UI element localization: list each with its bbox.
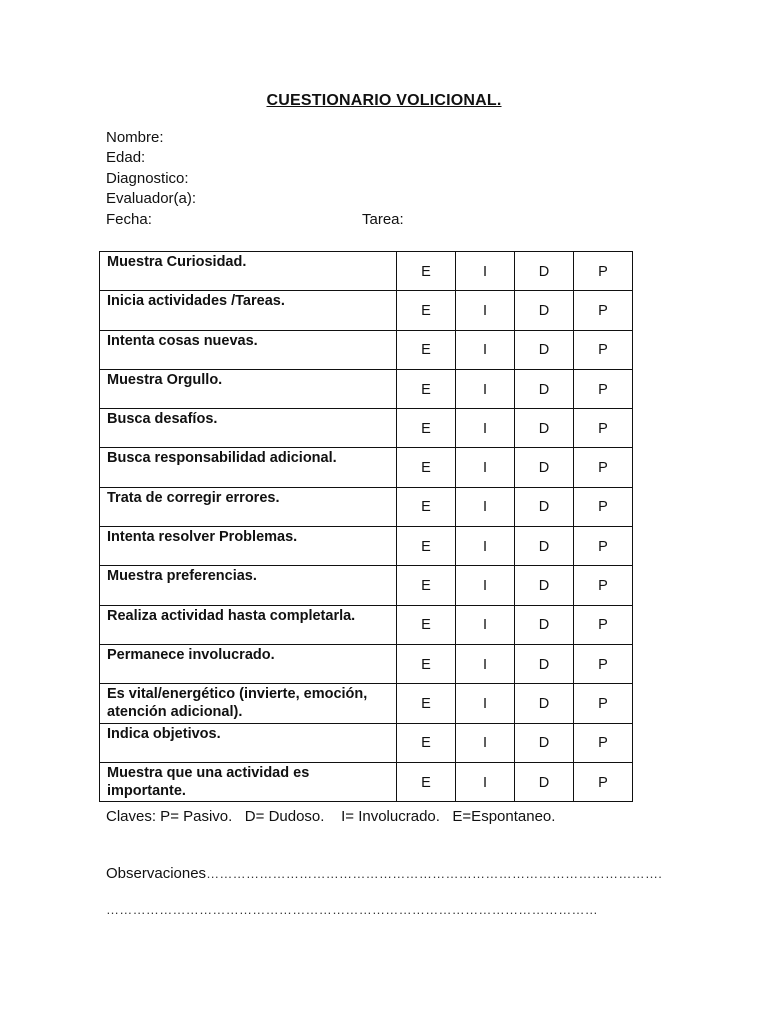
option-d-cell[interactable]: D [515,527,574,566]
field-edad[interactable]: Edad: [106,149,146,167]
option-e-cell[interactable]: E [397,252,456,291]
item-label: Permanece involucrado. [100,644,397,683]
option-e-cell[interactable]: E [397,762,456,801]
table-row [100,330,633,369]
option-d-cell[interactable]: D [515,409,574,448]
option-e-cell[interactable]: E [397,448,456,487]
item-label: Busca desafíos. [100,409,397,448]
item-label: Intenta resolver Problemas. [100,527,397,566]
option-p-cell[interactable]: P [574,762,633,801]
option-p-cell[interactable]: P [574,684,633,723]
option-p-cell[interactable]: P [574,487,633,526]
option-e-cell[interactable]: E [397,644,456,683]
option-i-cell[interactable]: I [456,409,515,448]
table-row [100,448,633,487]
option-e-cell[interactable]: E [397,409,456,448]
option-p-cell[interactable]: P [574,644,633,683]
table-row [100,369,633,408]
option-e-cell[interactable]: E [397,291,456,330]
item-label: Indica objetivos. [100,723,397,762]
option-d-cell[interactable]: D [515,369,574,408]
option-p-cell[interactable]: P [574,330,633,369]
field-fecha[interactable]: Fecha: [106,210,152,228]
field-diagnostico[interactable]: Diagnostico: [106,169,189,187]
item-label: Inicia actividades /Tareas. [100,291,397,330]
option-i-cell[interactable]: I [456,566,515,605]
item-label: Muestra Orgullo. [100,369,397,408]
option-d-cell[interactable]: D [515,291,574,330]
table-row [100,566,633,605]
header-fields [106,128,404,230]
table-row [100,409,633,448]
item-label: Intenta cosas nuevas. [100,330,397,369]
option-d-cell[interactable]: D [515,487,574,526]
option-p-cell[interactable]: P [574,369,633,408]
table-row [100,252,633,291]
option-d-cell[interactable]: D [515,644,574,683]
table-row [100,644,633,683]
option-e-cell[interactable]: E [397,605,456,644]
option-e-cell[interactable]: E [397,369,456,408]
option-i-cell[interactable]: I [456,684,515,723]
item-label: Trata de corregir errores. [100,487,397,526]
option-i-cell[interactable]: I [456,723,515,762]
option-p-cell[interactable]: P [574,723,633,762]
option-i-cell[interactable]: I [456,487,515,526]
option-i-cell[interactable]: I [456,605,515,644]
table-row [100,487,633,526]
option-e-cell[interactable]: E [397,566,456,605]
option-i-cell[interactable]: I [456,762,515,801]
option-i-cell[interactable]: I [456,448,515,487]
option-p-cell[interactable]: P [574,566,633,605]
observations-dotline[interactable]: ………………………………………………………………………………………………… [106,902,599,917]
option-p-cell[interactable]: P [574,252,633,291]
item-label: Muestra que una actividad es importante. [100,762,397,801]
option-e-cell[interactable]: E [397,527,456,566]
field-nombre[interactable]: Nombre: [106,129,164,146]
option-d-cell[interactable]: D [515,723,574,762]
field-fecha-row [106,210,404,230]
option-e-cell[interactable]: E [397,330,456,369]
table-row [100,527,633,566]
field-tarea[interactable]: Tarea: [362,210,404,228]
item-label: Muestra preferencias. [100,566,397,605]
observations-row [106,865,662,882]
item-label: Busca responsabilidad adicional. [100,448,397,487]
table-row [100,291,633,330]
option-i-cell[interactable]: I [456,330,515,369]
option-d-cell[interactable]: D [515,762,574,801]
observations-label: Observaciones [106,865,207,882]
table-row [100,723,633,762]
item-label: Es vital/energético (invierte, emoción, atención adicional). [100,684,397,723]
observations-dots[interactable]: …………………………………………………………………………………………. [206,866,663,881]
option-d-cell[interactable]: D [515,252,574,291]
option-e-cell[interactable]: E [397,487,456,526]
table-row [100,605,633,644]
option-p-cell[interactable]: P [574,409,633,448]
option-p-cell[interactable]: P [574,448,633,487]
option-d-cell[interactable]: D [515,448,574,487]
option-i-cell[interactable]: I [456,527,515,566]
option-p-cell[interactable]: P [574,291,633,330]
option-e-cell[interactable]: E [397,723,456,762]
questionnaire-table [99,251,633,802]
option-d-cell[interactable]: D [515,605,574,644]
option-d-cell[interactable]: D [515,566,574,605]
option-i-cell[interactable]: I [456,644,515,683]
field-evaluador[interactable]: Evaluador(a): [106,190,197,208]
option-e-cell[interactable]: E [397,684,456,723]
option-d-cell[interactable]: D [515,330,574,369]
option-i-cell[interactable]: I [456,369,515,408]
option-i-cell[interactable]: I [456,291,515,330]
table-row [100,684,633,723]
option-p-cell[interactable]: P [574,605,633,644]
item-label: Realiza actividad hasta completarla. [100,605,397,644]
option-i-cell[interactable]: I [456,252,515,291]
page-title: CUESTIONARIO VOLICIONAL. [266,92,502,109]
keys-legend: Claves: P= Pasivo. D= Dudoso. I= Involucrado. E=Espontaneo. [106,808,556,825]
option-p-cell[interactable]: P [574,527,633,566]
table-row [100,762,633,801]
option-d-cell[interactable]: D [515,684,574,723]
item-label: Muestra Curiosidad. [100,252,397,291]
